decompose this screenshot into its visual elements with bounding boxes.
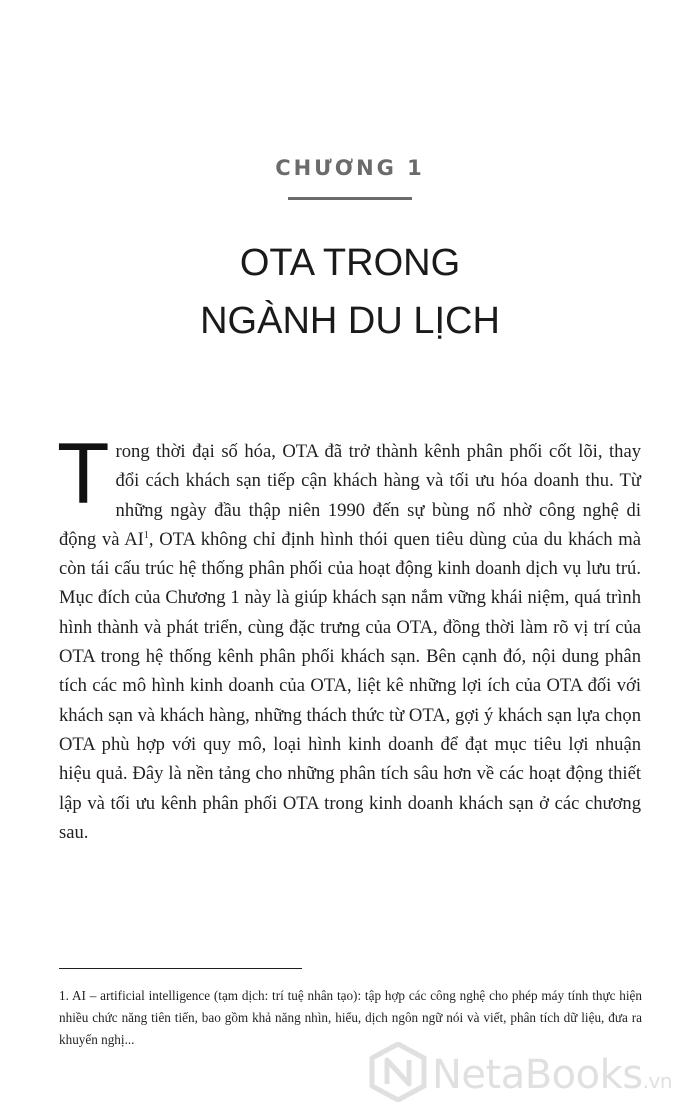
- body-paragraph: [57, 426, 641, 847]
- footnote-text: 1. AI – artificial intelligence (tạm dịch: trí tuệ nhân tạo): tập hợp các công nghệ cho phép máy tính thực hiện nhiều chức năng tiên tiến, bao gồm khả năng nhìn, hiểu, dịch ngôn ngữ nói và viết, phân tích dữ liệu, đưa ra khuyến nghị...: [59, 988, 642, 1047]
- chapter-label-underline: [288, 197, 412, 200]
- watermark: [368, 1040, 698, 1108]
- body-text-part-2: , OTA không chỉ định hình thói quen tiêu dùng của du khách mà còn tái cấu trúc hệ thống phân phối của hoạt động kinh doanh dịch vụ lưu trú. Mục đích của Chương 1 này là giúp khách sạn nắm vững khái niệm, quá trình hình thành và phát triển, cùng đặc trưng của OTA, đồng thời làm rõ vị trí của OTA trong hệ thống kênh phân phối khách sạn. Bên cạnh đó, nội dung phân tích các mô hình kinh doanh của OTA, liệt kê những lợi ích của OTA đối với khách sạn và khách hàng, những thách thức từ OTA, gợi ý khách sạn lựa chọn OTA phù hợp với quy mô, loại hình kinh doanh để đạt mục tiêu lợi nhuận hiệu quả. Đây là nền tảng cho những phân tích sâu hơn về các hoạt động thiết lập và tối ưu kênh phân phối OTA trong kinh doanh khách sạn ở các chương sau.: [59, 528, 641, 843]
- watermark-suffix: .vn: [642, 1069, 672, 1093]
- watermark-brand: NetaBooks: [432, 1052, 643, 1098]
- netabooks-logo-icon: [368, 1042, 428, 1102]
- chapter-title-line-1: OTA TRONG: [239, 242, 461, 284]
- chapter-title: [0, 234, 700, 350]
- footnote-reference[interactable]: 1: [143, 529, 149, 541]
- chapter-title-line-2: NGÀNH DU LỊCH: [200, 300, 500, 342]
- footnote-divider: [59, 968, 302, 969]
- chapter-label: CHƯƠNG 1: [275, 156, 425, 180]
- watermark-text: [432, 1052, 672, 1098]
- body-text-part-1: rong thời đại số hóa, OTA đã trở thành kênh phân phối cốt lõi, thay đổi cách khách sạn tiếp cận khách hàng và tối ưu hóa doanh thu. Từ những ngày đầu thập niên 1990 đến sự bùng nổ nhờ công nghệ di động và AI: [59, 441, 641, 550]
- drop-cap: T: [57, 426, 110, 522]
